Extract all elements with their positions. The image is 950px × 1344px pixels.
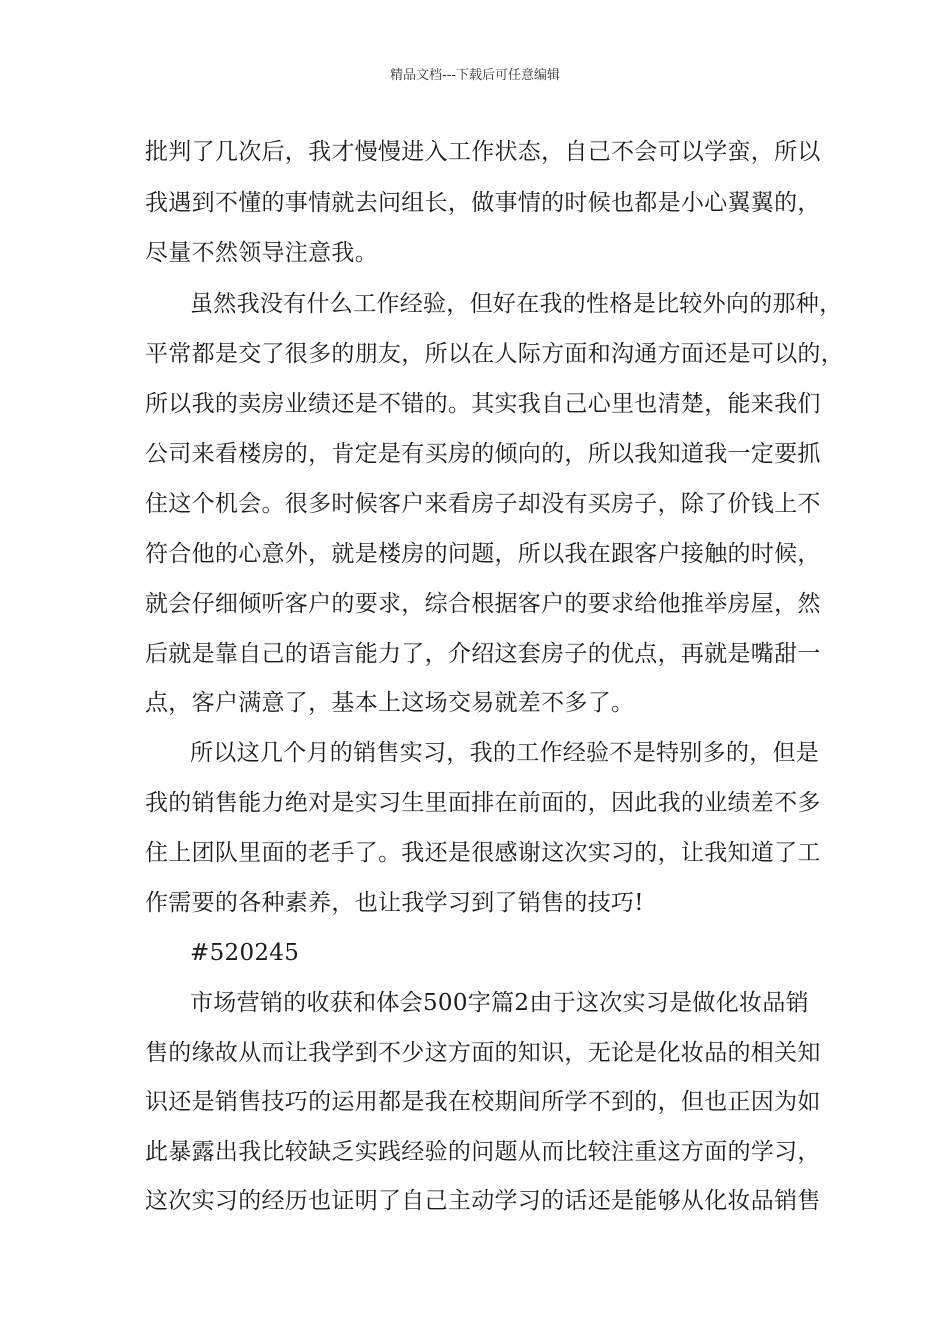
- document-id: #520245: [190, 940, 300, 966]
- text-line: 虽然我没有什么工作经验，但好在我的性格是比较外向的那种，: [190, 291, 843, 317]
- text-line: 批判了几次后，我才慢慢进入工作状态，自己不会可以学蛮，所以: [145, 139, 821, 165]
- page-header: 精品文档---下载后可任意编辑: [389, 68, 561, 83]
- text-line: 此暴露出我比较缺乏实践经验的问题从而比较注重这方面的学习，: [145, 1139, 821, 1165]
- text-line: 所以这几个月的销售实习，我的工作经验不是特别多的，但是: [190, 740, 820, 766]
- text-line: 我的销售能力绝对是实习生里面排在前面的，因此我的业绩差不多: [145, 790, 821, 816]
- text-line: 公司来看楼房的，肯定是有买房的倾向的，所以我知道我一定要抓: [145, 441, 821, 467]
- text-line: 所以我的卖房业绩还是不错的。其实我自己心里也清楚，能来我们: [145, 391, 821, 417]
- text-line: 符合他的心意外，就是楼房的问题，所以我在跟客户接触的时候，: [145, 541, 821, 567]
- text-line: 尽量不然领导注意我。: [145, 240, 378, 266]
- text-line: 住上团队里面的老手了。我还是很感谢这次实习的，让我知道了工: [145, 840, 821, 866]
- text-line: 点，客户满意了，基本上这场交易就差不多了。: [145, 690, 635, 716]
- text-line: 后就是靠自己的语言能力了，介绍这套房子的优点，再就是嘴甜一: [145, 641, 821, 667]
- text-line: 我遇到不懂的事情就去问组长，做事情的时候也都是小心翼翼的，: [145, 190, 821, 216]
- text-line: 作需要的各种素养，也让我学习到了销售的技巧!: [145, 890, 644, 916]
- text-line: 平常都是交了很多的朋友，所以在人际方面和沟通方面还是可以的，: [145, 341, 844, 367]
- text-line: 这次实习的经历也证明了自己主动学习的话还是能够从化妆品销售: [145, 1188, 821, 1214]
- text-line: 住这个机会。很多时候客户来看房子却没有买房子，除了价钱上不: [145, 491, 821, 517]
- text-line: 就会仔细倾听客户的要求，综合根据客户的要求给他推举房屋，然: [145, 591, 821, 617]
- text-line: 售的缘故从而让我学到不少这方面的知识，无论是化妆品的相关知: [145, 1040, 821, 1066]
- text-line: 市场营销的收获和体会500字篇2由于这次实习是做化妆品销: [190, 990, 809, 1016]
- text-line: 识还是销售技巧的运用都是我在校期间所学不到的，但也正因为如: [145, 1089, 821, 1115]
